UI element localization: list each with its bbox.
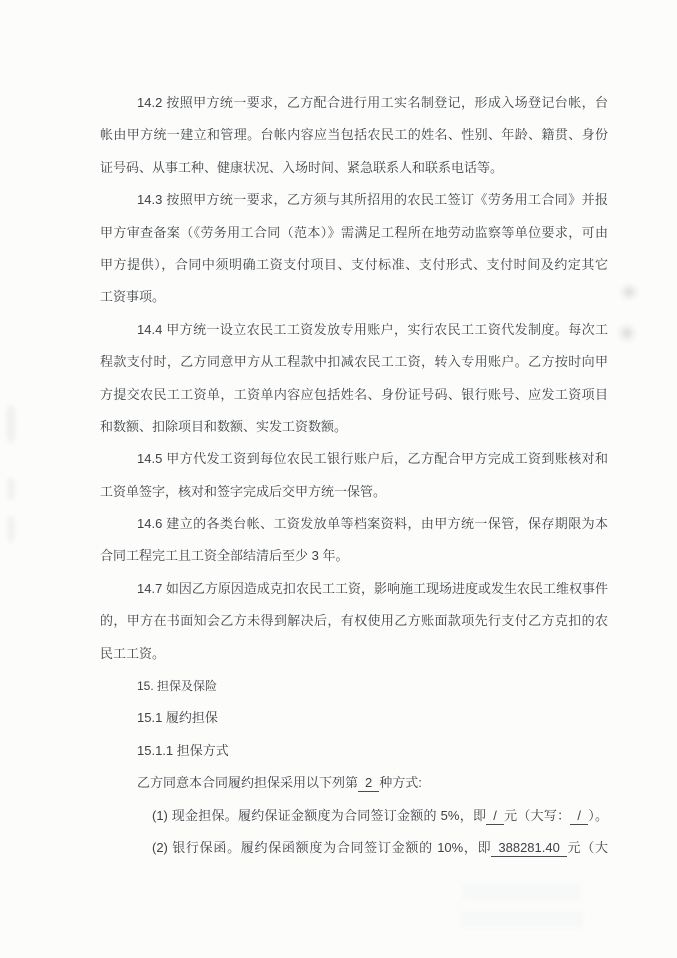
heading-15-1: [100, 702, 608, 734]
scan-smudge: [7, 478, 15, 500]
paragraph-line: 14.5 甲方代发工资到每位农民工银行账户后，乙方配合甲方完成工资到账核对和: [137, 451, 608, 467]
text-segment: ）。: [587, 807, 608, 823]
paragraph-line: 14.2 按照甲方统一要求，乙方配合进行用工实名制登记，形成入场登记台帐，台: [137, 95, 608, 110]
text-segment: 元（大写：: [503, 807, 571, 823]
clause-14-6: [100, 508, 608, 573]
option-1-cash-guarantee: [100, 800, 608, 832]
paragraph-line: [100, 800, 608, 832]
paragraph-line: 14.3 按照甲方统一要求，乙方须与其所招用的农民工签订《劳务用工合同》并报: [137, 192, 608, 208]
paragraph-line: 方提交农民工工资单，工资单内容应包括姓名、身份证号码、银行账号、应发工资项目: [100, 386, 608, 402]
paragraph-line: 14.4 甲方统一设立农民工工资发放专用账户，实行农民工工资代发制度。每次工: [137, 321, 608, 337]
scan-smudge: [7, 516, 15, 542]
text-segment: 元（大: [566, 839, 608, 855]
paragraph-line: 14.7 如因乙方原因造成克扣农民工工资，影响施工现场进度或发生农民工维权事件: [137, 580, 608, 596]
paragraph-line: 程款支付时，乙方同意甲方从工程款中扣减农民工工资，转入专用账户。乙方按时向甲: [100, 354, 608, 370]
heading-15: [100, 670, 608, 702]
guarantee-method-intro: [100, 767, 608, 799]
option-2-bank-guarantee: [100, 832, 608, 864]
document-body: [100, 87, 608, 864]
paragraph-line: 帐由甲方统一建立和管理。台帐内容应当包括农民工的姓名、性别、年龄、籍贯、身份: [100, 127, 608, 143]
bleed-through-ghost: [461, 911, 583, 928]
paragraph-line: 和数额、扣除项目和数额、实发工资数额。: [100, 418, 348, 434]
clause-14-4: [100, 314, 608, 444]
filled-in-value: 388281.40: [491, 840, 566, 857]
paragraph-line: 甲方审查备案（《劳务用工合同（范本）》需满足工程所在地劳动监察等单位要求，可由: [100, 224, 608, 240]
paragraph-line: 15.1.1 担保方式: [137, 742, 229, 758]
paragraph-line: 合同工程完工且工资全部结清后至少 3 年。: [100, 548, 349, 564]
text-segment: 种方式:: [379, 775, 422, 791]
filled-in-value: /: [570, 808, 588, 825]
text-segment: (1) 现金担保。履约保证金额度为合同签订金额的 5%，即: [152, 807, 487, 823]
heading-15-1-1: [100, 735, 608, 767]
paragraph-line: 甲方提供），合同中须明确工资支付项目、支付标准、支付形式、支付时间及约定其它: [100, 256, 608, 272]
paragraph-line: 证号码、从事工种、健康状况、入场时间、紧急联系人和联系电话等。: [100, 159, 504, 175]
paragraph-line: 的，甲方在书面知会乙方未得到解决后，有权使用乙方账面款项先行支付乙方克扣的农: [100, 613, 608, 629]
paragraph-line: 15. 担保及保险: [137, 679, 218, 694]
filled-in-value: /: [486, 808, 504, 825]
text-segment: (2) 银行保函。履约保函额度为合同签订金额的 10%，即: [152, 839, 492, 855]
paragraph-line: 工资单签字，核对和签字完成后交甲方统一保管。: [100, 483, 387, 499]
clause-14-7: [100, 573, 608, 670]
scan-speck: [618, 282, 640, 302]
bleed-through-ghost: [463, 884, 581, 900]
paragraph-line: [100, 767, 608, 799]
scan-speck: [616, 322, 638, 344]
clause-14-5: [100, 443, 608, 508]
paragraph-line: 工资事项。: [100, 289, 166, 305]
paragraph-line: [100, 832, 608, 864]
paragraph-line: 民工工资。: [100, 645, 166, 661]
clause-14-3: [100, 184, 608, 314]
paragraph-line: 14.6 建立的各类台帐、工资发放单等档案资料，由甲方统一保管，保存期限为本: [137, 516, 608, 532]
filled-in-value: 2: [358, 775, 379, 792]
scan-smudge: [6, 405, 16, 443]
clause-14-2: [100, 87, 608, 184]
paragraph-line: 15.1 履约担保: [137, 710, 218, 726]
text-segment: 乙方同意本合同履约担保采用以下列第: [137, 775, 359, 791]
